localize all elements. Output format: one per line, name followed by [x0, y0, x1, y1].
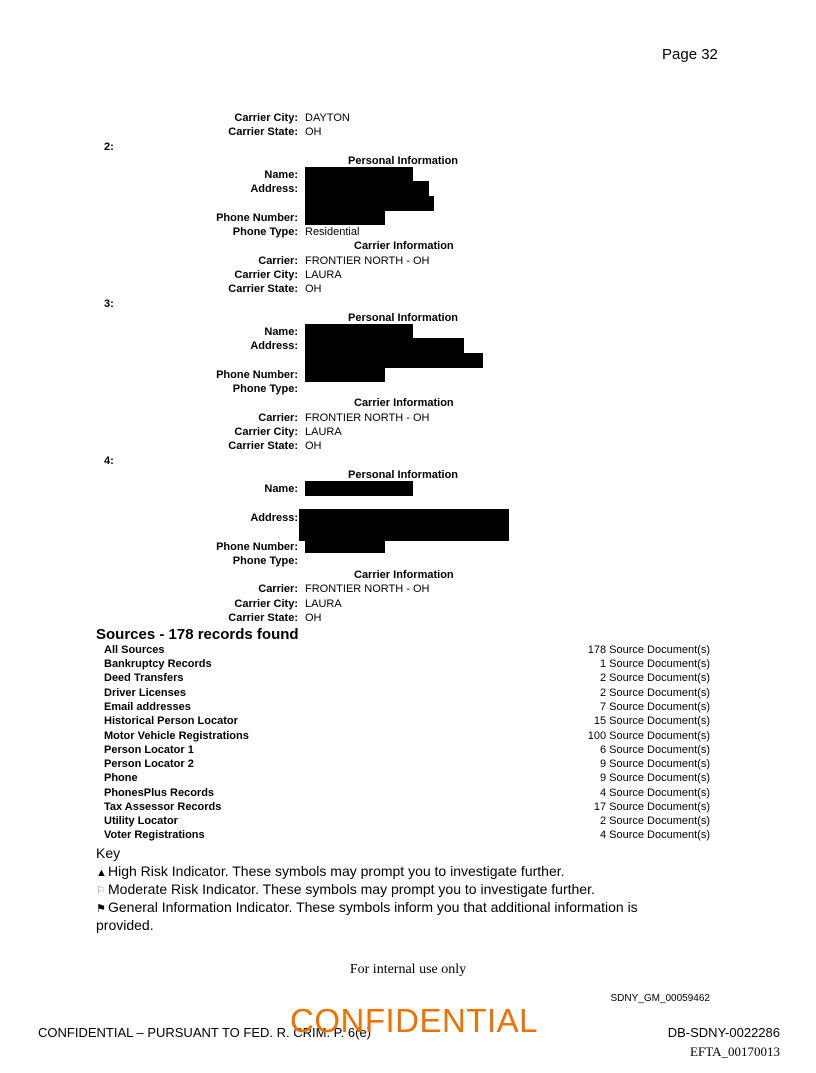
- carrier-city-label: Carrier City:: [234, 112, 298, 124]
- name-label: Name:: [264, 483, 298, 495]
- carrier-city-value: LAURA: [305, 598, 342, 610]
- source-count: 178 Source Document(s): [587, 644, 710, 656]
- carrier-state-label: Carrier State:: [228, 283, 298, 295]
- internal-use-note: For internal use only: [349, 962, 467, 977]
- source-name: Tax Assessor Records: [104, 801, 222, 813]
- record-index: 3:: [104, 298, 114, 310]
- carrier-state-label: Carrier State:: [228, 440, 298, 452]
- efta-number: EFTA_00170013: [690, 1044, 780, 1059]
- carrier-value: FRONTIER NORTH - OH: [305, 583, 430, 595]
- redaction-bar: [305, 196, 434, 211]
- source-count: 2 Source Document(s): [599, 687, 710, 699]
- source-name: Voter Registrations: [104, 829, 205, 841]
- source-name: Phone: [104, 772, 138, 784]
- record-index: 4:: [104, 455, 114, 467]
- source-name: Deed Transfers: [104, 672, 184, 684]
- source-count: 15 Source Document(s): [593, 715, 710, 727]
- phone-type-label: Phone Type:: [232, 226, 298, 238]
- source-count: 6 Source Document(s): [599, 744, 710, 756]
- source-count: 17 Source Document(s): [593, 801, 710, 813]
- source-count: 2 Source Document(s): [599, 672, 710, 684]
- carrier-label: Carrier:: [258, 412, 298, 424]
- key-high-risk-text: High Risk Indicator. These symbols may prompt you to investigate further.: [108, 863, 565, 879]
- flag-icon: ⚑: [96, 903, 106, 915]
- carrier-label: Carrier:: [258, 255, 298, 267]
- key-general-info-text: General Information Indicator. These symbols inform you that additional information is: [108, 899, 638, 915]
- source-count: 1 Source Document(s): [599, 658, 710, 670]
- source-name: All Sources: [104, 644, 165, 656]
- source-name: Historical Person Locator: [104, 715, 238, 727]
- flag-outline-icon: ⚐: [96, 885, 106, 897]
- record-index: 2:: [104, 141, 114, 153]
- carrier-city-label: Carrier City:: [234, 426, 298, 438]
- name-label: Name:: [264, 169, 298, 181]
- carrier-info-header: Carrier Information: [354, 397, 454, 409]
- carrier-state-label: Carrier State:: [228, 612, 298, 624]
- source-name: Motor Vehicle Registrations: [104, 730, 249, 742]
- personal-info-header: Personal Information: [348, 155, 459, 167]
- carrier-info-header: Carrier Information: [354, 240, 454, 252]
- carrier-value: FRONTIER NORTH - OH: [305, 412, 430, 424]
- name-label: Name:: [264, 326, 298, 338]
- redaction-bar: [305, 353, 483, 368]
- address-label: Address:: [250, 340, 298, 352]
- carrier-label: Carrier:: [258, 583, 298, 595]
- carrier-state-label: Carrier State:: [228, 126, 298, 138]
- confidential-stamp: CONFIDENTIAL: [290, 1002, 539, 1039]
- source-name: Driver Licenses: [104, 687, 186, 699]
- carrier-state-value: OH: [305, 440, 322, 452]
- phone-type-label: Phone Type:: [232, 383, 298, 395]
- redaction-bar: [305, 481, 413, 496]
- key-general-info: [96, 899, 638, 915]
- bates-number-small: SDNY_GM_00059462: [610, 993, 710, 1004]
- phone-number-label: Phone Number:: [216, 369, 298, 381]
- redaction-bar: [305, 210, 385, 225]
- carrier-city-label: Carrier City:: [234, 598, 298, 610]
- source-count: 2 Source Document(s): [599, 815, 710, 827]
- personal-info-header: Personal Information: [348, 312, 459, 324]
- page-number: Page 32: [662, 46, 718, 63]
- phone-number-label: Phone Number:: [216, 212, 298, 224]
- source-name: Person Locator 2: [104, 758, 194, 770]
- address-label: Address:: [250, 183, 298, 195]
- source-name: Person Locator 1: [104, 744, 194, 756]
- bates-number: DB-SDNY-0022286: [667, 1025, 780, 1040]
- source-count: 9 Source Document(s): [599, 772, 710, 784]
- carrier-value: FRONTIER NORTH - OH: [305, 255, 430, 267]
- carrier-info-header: Carrier Information: [354, 569, 454, 581]
- carrier-state-value: OH: [305, 126, 322, 138]
- source-name: Email addresses: [104, 701, 191, 713]
- source-count: 100 Source Document(s): [587, 730, 710, 742]
- key-moderate-risk: [96, 881, 595, 897]
- source-count: 7 Source Document(s): [599, 701, 710, 713]
- key-high-risk: [96, 863, 565, 879]
- carrier-state-value: OH: [305, 283, 322, 295]
- address-label: Address:: [250, 512, 298, 524]
- phone-number-label: Phone Number:: [216, 541, 298, 553]
- redaction-bar: [305, 338, 464, 354]
- redaction-bar: [305, 539, 385, 553]
- key-moderate-risk-text: Moderate Risk Indicator. These symbols may prompt you to investigate further.: [108, 881, 595, 897]
- carrier-city-value: LAURA: [305, 269, 342, 281]
- personal-info-header: Personal Information: [348, 469, 459, 481]
- redaction-bar: [305, 181, 429, 197]
- redaction-bar: [299, 509, 509, 541]
- source-count: 9 Source Document(s): [599, 758, 710, 770]
- source-name: PhonesPlus Records: [104, 787, 215, 799]
- source-count: 4 Source Document(s): [599, 787, 710, 799]
- source-name: Utility Locator: [104, 815, 178, 827]
- phone-type-label: Phone Type:: [232, 555, 298, 567]
- redaction-bar: [305, 324, 413, 339]
- key-title: Key: [96, 845, 121, 861]
- sources-title: Sources - 178 records found: [96, 626, 299, 643]
- redaction-bar: [305, 167, 413, 181]
- carrier-state-value: OH: [305, 612, 322, 624]
- carrier-city-label: Carrier City:: [234, 269, 298, 281]
- phone-type-value: Residential: [305, 226, 360, 238]
- carrier-city-value: LAURA: [305, 426, 342, 438]
- source-count: 4 Source Document(s): [599, 829, 710, 841]
- warning-triangle-icon: ▲: [96, 867, 107, 879]
- redaction-bar: [305, 367, 385, 382]
- key-general-info-cont: provided.: [96, 917, 154, 933]
- carrier-city-value: DAYTON: [305, 112, 350, 124]
- confidential-notice: CONFIDENTIAL – PURSUANT TO FED. R. CRIM. P. 6(e): [38, 1025, 372, 1040]
- source-name: Bankruptcy Records: [104, 658, 212, 670]
